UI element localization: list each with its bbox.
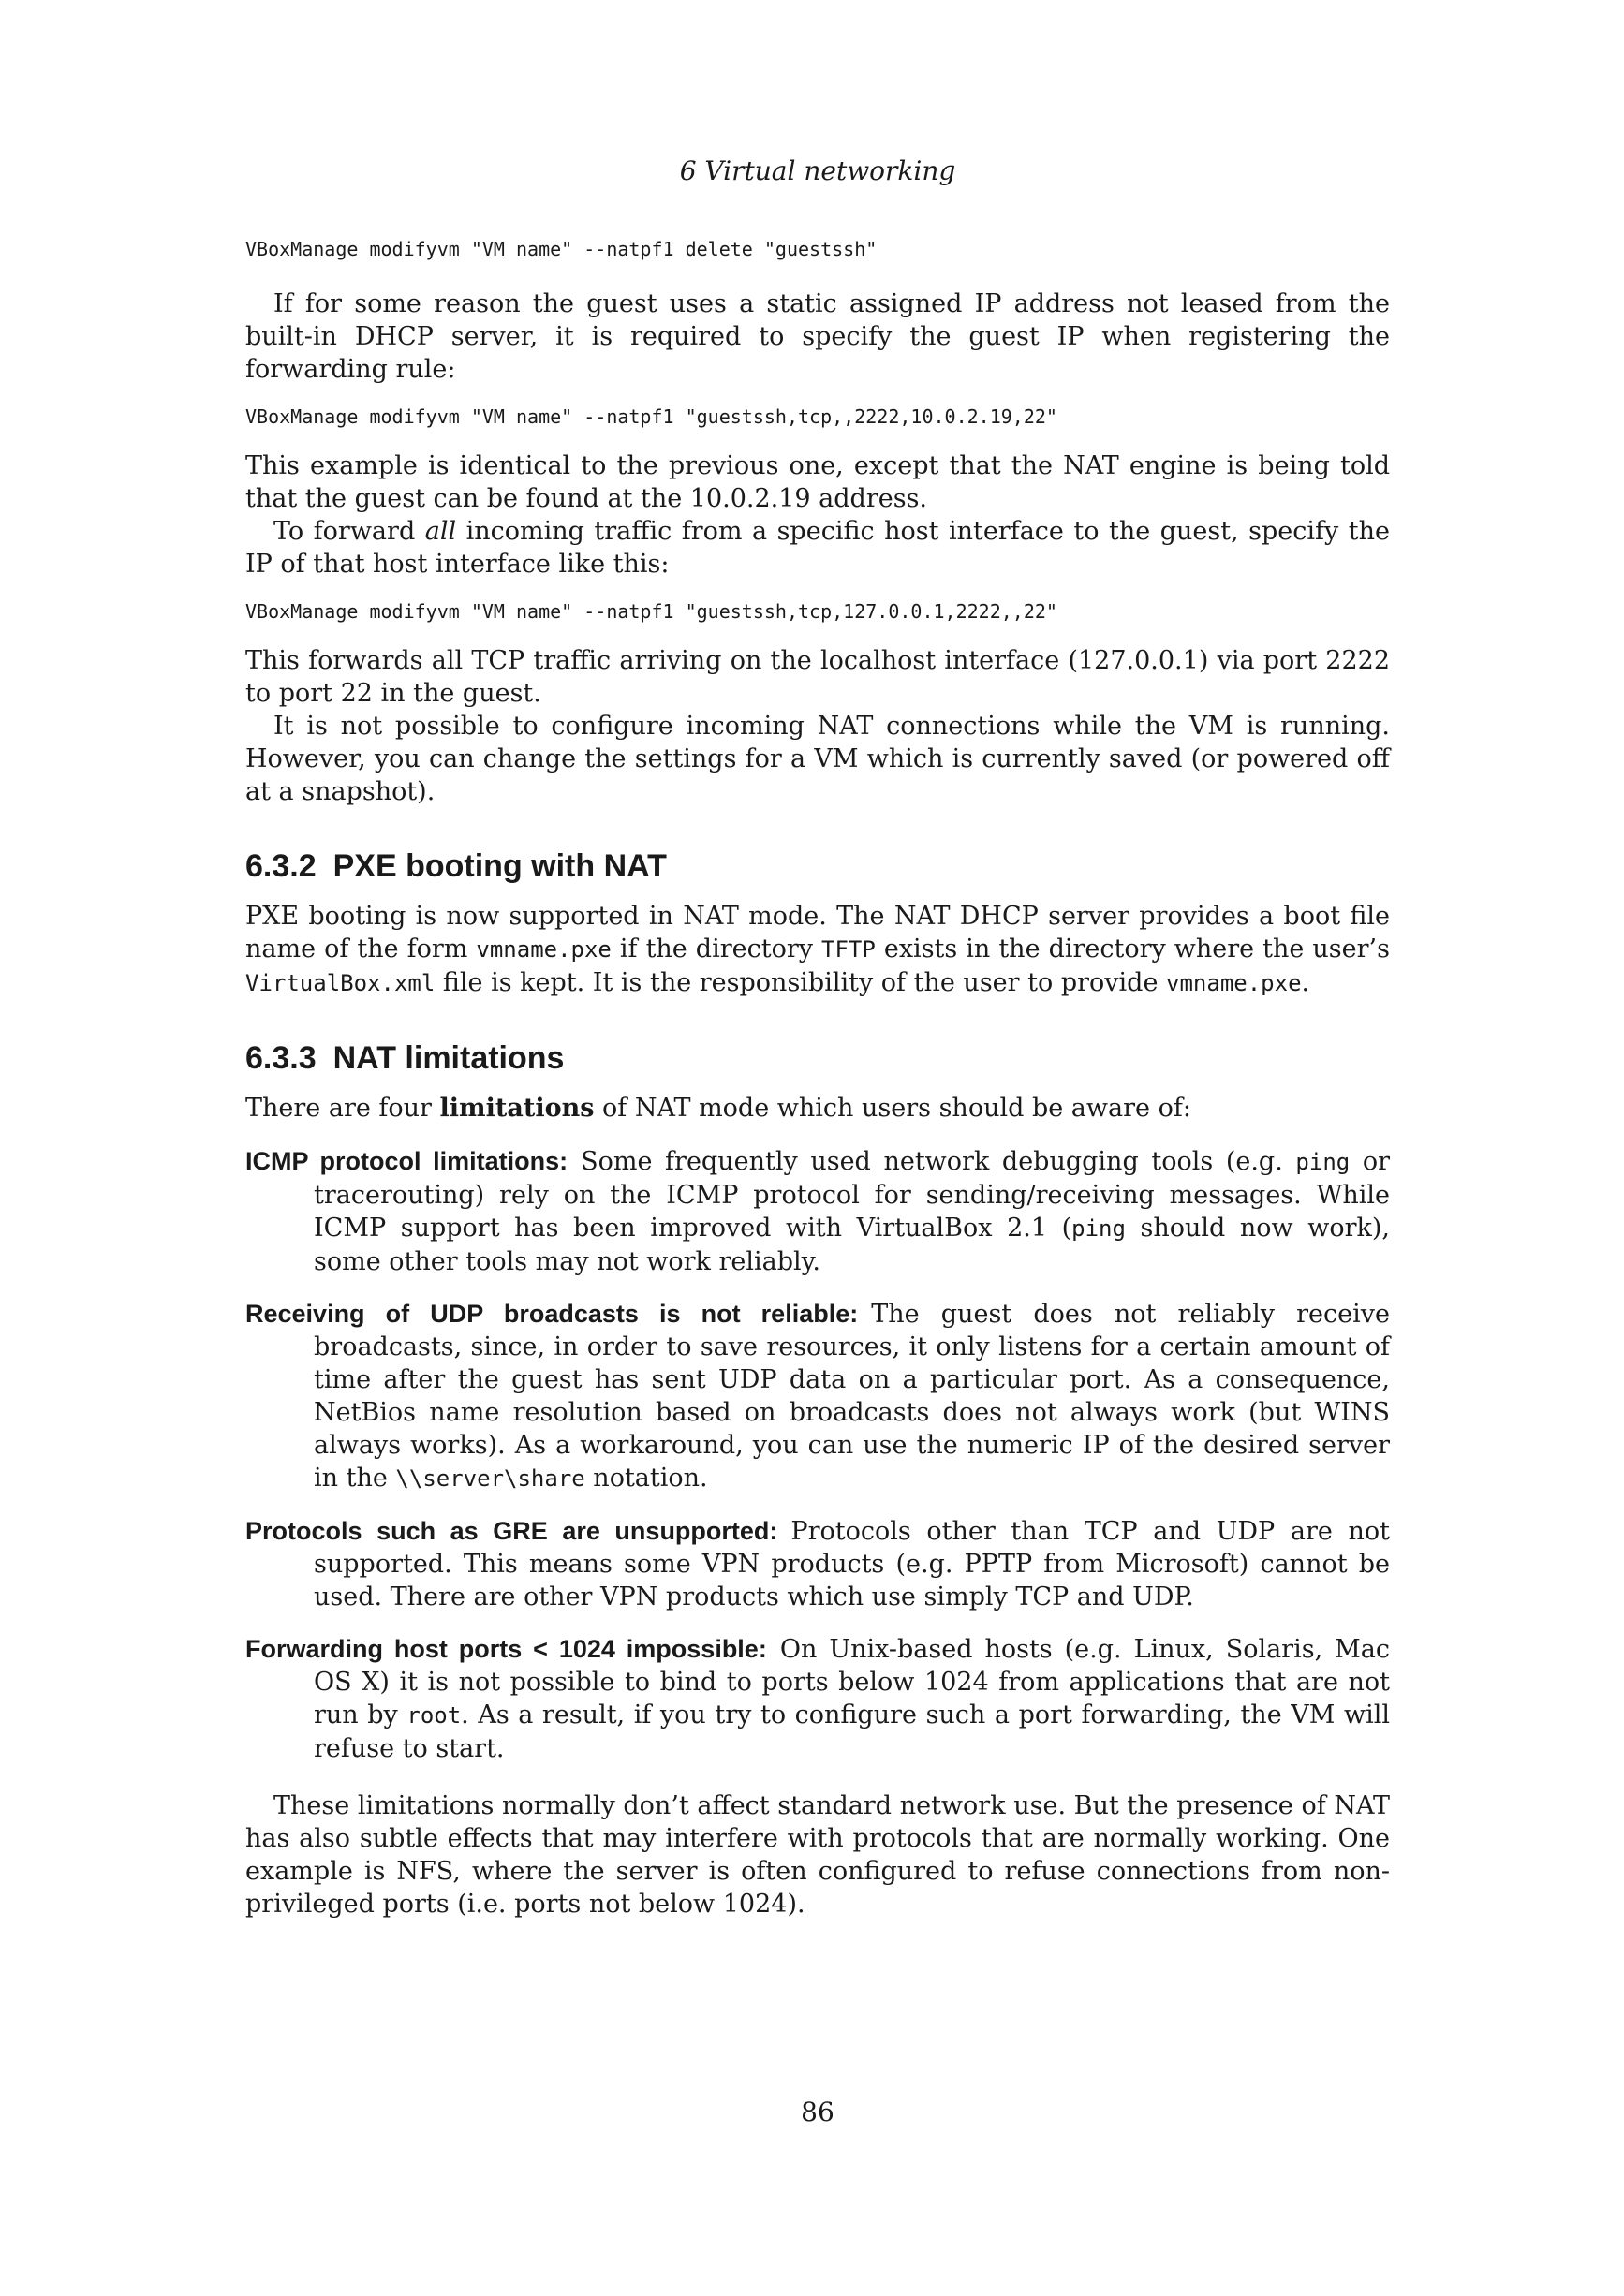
section-number: 6.3.2 xyxy=(245,848,317,884)
paragraph: To forward all incoming traffic from a specific host interface to the guest, specify the IP of that host interface like this: xyxy=(245,517,1391,579)
section-heading xyxy=(245,1039,1390,1077)
inline-code: ping xyxy=(1295,1149,1351,1175)
description-term: ICMP protocol limitations: xyxy=(245,1147,568,1175)
emphasis: all xyxy=(424,517,457,546)
section-heading xyxy=(245,847,1390,885)
paragraph: This example is identical to the previous one, except that the NAT engine is being told that the guest can be found at the 10.0.2.19 address. xyxy=(245,451,1390,513)
section-title: PXE booting with NAT xyxy=(332,848,667,884)
description-term: Protocols such as GRE are unsupported: xyxy=(245,1517,778,1545)
paragraph: It is not possible to configure incoming NAT connections while the VM is running. However, you can change the settings for a VM which is currently saved (or powered off at a snapshot). xyxy=(245,712,1390,806)
inline-code: TFTP xyxy=(821,936,876,963)
inline-code: root xyxy=(406,1702,462,1729)
inline-code: \\server\share xyxy=(395,1465,585,1492)
inline-code: ping xyxy=(1071,1215,1126,1242)
section-number: 6.3.3 xyxy=(245,1040,317,1076)
code-block: VBoxManage modifyvm "VM name" --natpf1 delete "guestssh" xyxy=(245,238,878,260)
page-number: 86 xyxy=(801,2097,834,2127)
document-page xyxy=(245,0,1390,2296)
page-body xyxy=(245,236,1390,1921)
paragraph: These limitations normally don’t affect standard network use. But the presence of NAT has also subtle effects that may interfere with protocols that are normally working. One example is NFS, where the server is often configured to refuse connections from non-privileged ports (i.e. ports not below 1024). xyxy=(245,1791,1390,1919)
inline-code: vmname.pxe xyxy=(476,936,612,963)
paragraph: PXE booting is now supported in NAT mode. The NAT DHCP server provides a boot file name of the form vmname.pxe if the directory TFTP exists in the directory where the user’s VirtualBox.xml file is kept. It is the responsibility of the user to provide vmname.pxe. xyxy=(245,902,1390,997)
description-term: Forwarding host ports < 1024 impossible: xyxy=(245,1635,767,1663)
paragraph: This forwards all TCP traffic arriving on the localhost interface (127.0.0.1) via port 2222 to port 22 in the guest. xyxy=(245,646,1390,708)
inline-code: vmname.pxe xyxy=(1166,970,1302,996)
inline-code: VirtualBox.xml xyxy=(245,970,436,996)
paragraph: If for some reason the guest uses a static assigned IP address not leased from the built-in DHCP server, it is required to specify the guest IP when registering the forwarding rule: xyxy=(245,289,1390,384)
bold-term: limitations xyxy=(439,1094,595,1123)
description-item: Receiving of UDP broadcasts is not reliable: The guest does not reliably receive broadcasts, since, in order to save resources, it only listens for a certain amount of time after the guest has sent UDP data on a particular port. As a consequence, NetBios name resolution based on broadcasts does not always work (but WINS always works). As a workaround, you can use the numeric IP of the desired server in the \\server\share notation. xyxy=(245,1300,1390,1493)
running-header: 6 Virtual networking xyxy=(679,155,956,186)
paragraph: There are four limitations of NAT mode which users should be aware of: xyxy=(245,1094,1191,1123)
description-term: Receiving of UDP broadcasts is not reliable: xyxy=(245,1300,859,1328)
description-item: Forwarding host ports < 1024 impossible: On Unix-based hosts (e.g. Linux, Solaris, Mac OS X) it is not possible to bind to ports below 1024 from applications that are not run by root. As a result, if you try to configure such a port forwarding, the VM will refuse to start. xyxy=(245,1635,1391,1763)
description-item: Protocols such as GRE are unsupported: Protocols other than TCP and UDP are not supported. This means some VPN products (e.g. PPTP from Microsoft) cannot be used. There are other VPN products which use simply TCP and UDP. xyxy=(245,1517,1390,1612)
code-block: VBoxManage modifyvm "VM name" --natpf1 "guestssh,tcp,,2222,10.0.2.19,22" xyxy=(245,405,1057,428)
section-title: NAT limitations xyxy=(332,1040,565,1076)
description-item: ICMP protocol limitations: Some frequently used network debugging tools (e.g. ping or tracerouting) rely on the ICMP protocol for sending/receiving messages. While ICMP support has been improved with VirtualBox 2.1 (ping should now work), some other tools may not work reliably. xyxy=(245,1147,1391,1276)
code-block: VBoxManage modifyvm "VM name" --natpf1 "guestssh,tcp,127.0.0.1,2222,,22" xyxy=(245,600,1057,623)
